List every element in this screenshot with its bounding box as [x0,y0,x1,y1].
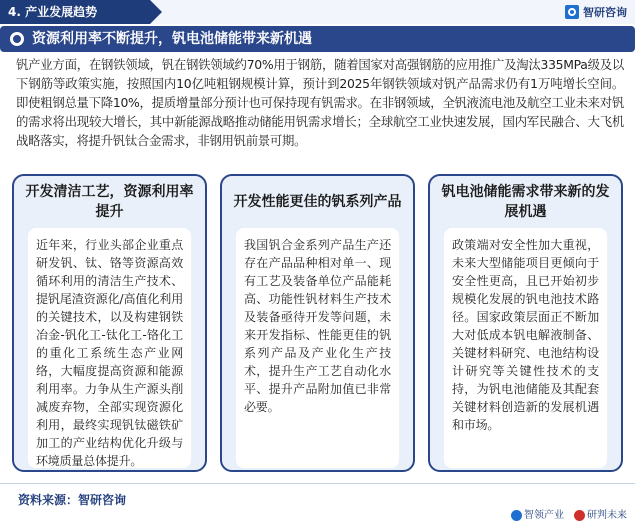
section-title: 4. 产业发展趋势 [0,0,150,24]
card-body: 政策端对安全性加大重视，未来大型储能项目更倾向于安全性更高，且已开始初步规模化发展的钒电池技术路径。国家政策层面正不断加大对低成本钒电解液制备、关键材料研究、电池结构设计研究等关键性技术的支持，为钒电池储能及其配套关键材料创造新的发展机遇和市场。 [444,228,607,468]
footer-brand-right: 研判未来 [574,506,627,521]
intro-paragraph: 钒产业方面，在钢铁领域，钒在钢铁领域约70%用于钢筋，随着国家对高强钢筋的应用推广及淘汰335MPa级及以下钢筋等政策实施，按照国内10亿吨粗钢规模计算，预计到2025年钢铁领域对钒产品需求仍有1万吨增长空间。即使粗钢总量下降10%，提质增量部分预计也可保持现有钒需求。在非钢领域，全钒液流电池及航空工业未来对钒的需求将出现较大增长，其中新能源战略推动储能用钒需求增长；全球航空工业快速发展，国内军民融合、大飞机战略落实，将提升钒钛合金需求，非钢用钒前景可期。 [16,57,624,148]
source-note: 资料来源：智研咨询 [18,493,127,507]
brand-logo-icon [565,5,579,19]
divider [0,483,635,484]
card-title: 开发清洁工艺，资源利用率提升 [25,184,194,220]
brand-logo [565,3,627,21]
card-title: 开发性能更佳的钒系列产品 [233,194,402,210]
brand-dot-icon [511,510,522,521]
footer-brand [511,506,627,521]
card-body: 近年来，行业头部企业重点研发钒、钛、铬等资源高效循环利用的清洁生产技术、提钒尾渣资源化/高值化利用的关键技术，以及构建钢铁冶金-钒化工-钛化工-铬化工的重化工系统生态产业网络，大幅度提高资源和能源利用率。力争从生产源头削减废弃物，全部实现资源化利用，最终实现钒钛磁铁矿加工的产业结构优化升级与环境质量总体提升。 [28,228,191,468]
banner-title: 资源利用率不断提升，钒电池储能带来新机遇 [32,31,312,47]
card-clean-process [12,174,207,472]
bullet-circle-icon [10,32,24,46]
card-body: 我国钒合金系列产品生产还存在产品品种相对单一、现有工艺及装备单位产品能耗高、功能性钒材料生产技术及装备亟待开发等问题，未来开发指标、性能更佳的钒系列产品及产业化生产技术，提升生产工艺自动化水平、提升产品附加值已非常必要。 [236,228,399,468]
banner [0,26,635,52]
brand-logo-text: 智研咨询 [583,6,627,19]
card-vanadium-products [220,174,415,472]
brand-dot-icon [574,510,585,521]
card-title: 钒电池储能需求带来新的发展机遇 [441,184,610,220]
card-vanadium-battery [428,174,623,472]
footer-brand-left: 智领产业 [511,506,564,521]
